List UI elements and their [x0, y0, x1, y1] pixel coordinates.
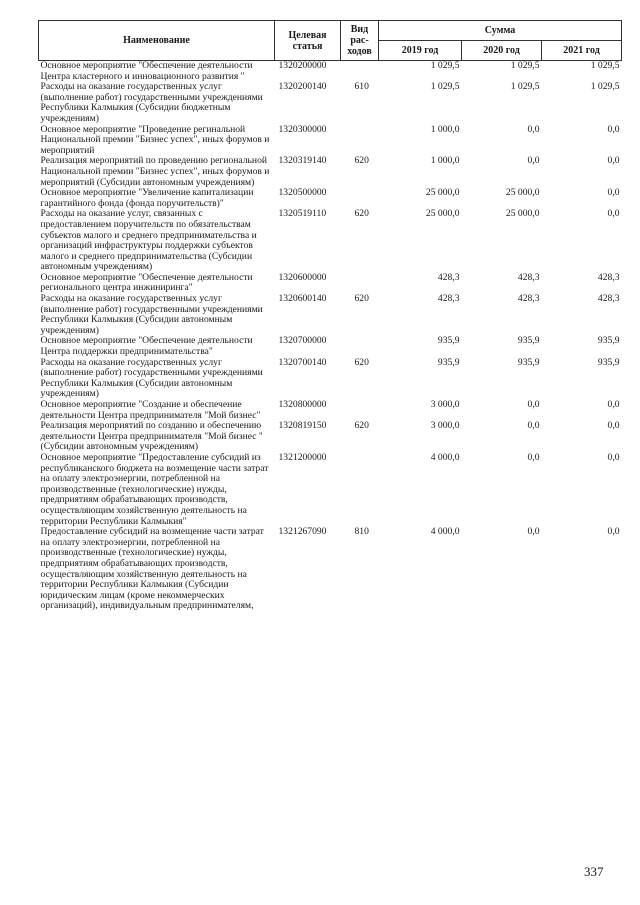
row-2019: 1 000,0 — [430, 123, 460, 135]
row-name: Основное мероприятие "Проведение регинальной Национальной премии "Бизнес успех", иных форумов и мероприятий — [40, 123, 270, 156]
row-code: 1320200140 — [278, 81, 327, 93]
row-name: Предоставление субсидий на возмещение части затрат на оплату электроэнергии, потребленной на производственные (технологические) нужды, предприятиям обрабатывающих производств, осуществляющим хозяйственную деятельность на территории Республики Калмыкия (Субсидии юридическим лицам (кроме некоммерческих организаций), индивидуальным предпринимателям, — [40, 526, 264, 612]
row-2020: 935,9 — [517, 356, 540, 368]
row-code: 1320300000 — [278, 123, 327, 135]
row-code: 1320500000 — [278, 187, 327, 199]
row-code: 1320319140 — [278, 155, 327, 167]
row-2019: 3 000,0 — [430, 420, 460, 432]
row-2020: 0,0 — [527, 451, 540, 463]
row-name: Реализация мероприятий по созданию и обеспечению деятельности Центра предпринимателя "Мой бизнес "(Субсидии автономным учреждениям) — [40, 420, 263, 453]
row-name: Расходы на оказание государственных услуг (выполнение работ) государственными учреждениями Республики Калмыкия (Субсидии автономным учреждениям) — [40, 293, 263, 336]
row-2019: 25 000,0 — [425, 208, 460, 220]
row-code: 1321267090 — [278, 526, 327, 538]
row-name: Основное мероприятие "Увеличение капитализации гарантийного фонда (фонда поручительств)" — [40, 187, 254, 209]
row-2019: 25 000,0 — [425, 187, 460, 199]
row-code: 1320700140 — [278, 356, 327, 368]
row-2020: 0,0 — [527, 399, 540, 410]
row-2019: 935,9 — [437, 335, 460, 347]
row-code: 1320819150 — [278, 420, 327, 432]
row-vid — [341, 336, 379, 357]
row-2020: 428,3 — [517, 271, 540, 283]
header-2021: 2021 год — [542, 41, 622, 61]
table-row — [39, 400, 622, 421]
row-name: Реализация мероприятий по проведению региональной Национальной премии "Бизнес успех", иных форумов и мероприятий (Субсидии автономным учреждениям) — [40, 155, 270, 188]
table-row — [39, 453, 622, 527]
row-2020: 0,0 — [527, 155, 540, 167]
row-name: Расходы на оказание государственных услуг (выполнение работ) государственными учреждениями Республики Калмыкия (Субсидии бюджетным учреждениям) — [40, 81, 263, 124]
row-2019: 1 000,0 — [430, 155, 460, 167]
header-name: Наименование — [39, 21, 275, 61]
header-vid: Вид рас-ходов — [341, 21, 379, 61]
row-2021: 0,0 — [607, 451, 620, 463]
row-2021: 428,3 — [597, 293, 620, 305]
table-row — [39, 61, 622, 83]
row-vid — [341, 125, 379, 157]
page-number: 337 — [584, 864, 604, 879]
header-sum: Сумма — [379, 21, 622, 41]
row-vid: 620 — [354, 293, 369, 305]
row-2019: 428,3 — [437, 293, 460, 305]
row-2020: 1 029,5 — [510, 81, 540, 93]
row-name: Расходы на оказание государственных услуг (выполнение работ) государственными учреждениями Республики Калмыкия (Субсидии автономным учреждениям) — [40, 356, 263, 400]
row-code: 1320800000 — [278, 399, 327, 410]
row-2019: 3 000,0 — [430, 399, 460, 410]
row-vid: 810 — [354, 526, 369, 538]
row-2020: 0,0 — [527, 123, 540, 135]
document-page — [38, 20, 621, 612]
table-row — [39, 273, 622, 294]
table-row — [39, 156, 622, 188]
table-row — [39, 125, 622, 157]
table-row — [39, 421, 622, 453]
row-name: Основное мероприятие "Обеспечение деятельности регионального центра инжиниринга" — [40, 271, 253, 294]
row-2020: 428,3 — [517, 293, 540, 305]
row-vid — [341, 273, 379, 294]
row-code: 1320519110 — [278, 208, 327, 220]
row-2019: 428,3 — [437, 271, 460, 283]
row-2021: 0,0 — [607, 399, 620, 410]
row-code: 1320600000 — [278, 271, 327, 283]
row-name: Расходы на оказание услуг, связанных с предоставлением поручительств по обязательствам субъектов малого и среднего предпринимательства и организаций инфраструктуры поддержки субъектов малого и среднего предпринимательства (Субсидии автономным учреждениям) — [40, 208, 257, 273]
header-code: Целевая статья — [275, 21, 341, 61]
table-row — [39, 527, 622, 612]
row-2020: 0,0 — [527, 526, 540, 538]
row-2021: 0,0 — [607, 187, 620, 199]
row-2021: 0,0 — [607, 123, 620, 135]
row-2021: 0,0 — [607, 526, 620, 538]
row-2019: 4 000,0 — [430, 526, 460, 538]
row-2020: 25 000,0 — [505, 187, 540, 199]
row-vid — [341, 61, 379, 83]
header-2019: 2019 год — [379, 41, 462, 61]
table-row — [39, 188, 622, 209]
row-2019: 4 000,0 — [430, 451, 460, 463]
table-row — [39, 358, 622, 400]
row-code: 1320600140 — [278, 293, 327, 305]
row-2019: 1 029,5 — [430, 60, 460, 71]
row-2021: 0,0 — [607, 155, 620, 167]
row-code: 1320200000 — [278, 60, 327, 71]
row-vid: 620 — [354, 356, 369, 368]
row-2021: 428,3 — [597, 271, 620, 283]
row-2021: 935,9 — [597, 335, 620, 347]
row-vid: 620 — [354, 208, 369, 220]
table-row — [39, 82, 622, 124]
row-vid — [341, 188, 379, 209]
row-vid: 620 — [354, 420, 369, 432]
budget-table — [38, 20, 622, 612]
row-2020: 0,0 — [527, 420, 540, 432]
row-2020: 1 029,5 — [510, 60, 540, 71]
row-2020: 25 000,0 — [505, 208, 540, 220]
table-row — [39, 294, 622, 336]
table-header — [39, 21, 622, 61]
row-2021: 1 029,5 — [590, 81, 620, 93]
row-name: Основное мероприятие "Обеспечение деятельности Центра кластерного и инновационного развития " — [40, 60, 253, 82]
row-vid: 620 — [354, 155, 369, 167]
row-2020: 935,9 — [517, 335, 540, 347]
row-2021: 1 029,5 — [590, 60, 620, 71]
row-2021: 0,0 — [607, 208, 620, 220]
row-vid — [341, 453, 379, 527]
row-name: Основное мероприятие "Создание и обеспечение деятельности Центра предпринимателя "Мой бизнес" — [40, 399, 261, 421]
row-2021: 935,9 — [597, 356, 620, 368]
row-2019: 1 029,5 — [430, 81, 460, 93]
table-row — [39, 336, 622, 357]
row-vid — [341, 400, 379, 421]
row-2019: 935,9 — [437, 356, 460, 368]
row-name: Основное мероприятие "Обеспечение деятельности Центра поддержки предпринимательства" — [40, 335, 253, 358]
row-code: 1320700000 — [278, 335, 327, 347]
row-vid: 610 — [354, 81, 369, 93]
row-code: 1321200000 — [278, 451, 327, 463]
table-body — [39, 61, 622, 612]
header-2020: 2020 год — [462, 41, 542, 61]
row-name: Основное мероприятие "Предоставление субсидий из республиканского бюджета на возмещение части затрат на оплату электроэнергии, потребленной на производственные (технологические) нужды, предприятиям обрабатывающих производств, осуществляющим хозяйственную деятельность на территории Республики Калмыкия" — [40, 451, 269, 527]
table-row — [39, 209, 622, 273]
row-2021: 0,0 — [607, 420, 620, 432]
